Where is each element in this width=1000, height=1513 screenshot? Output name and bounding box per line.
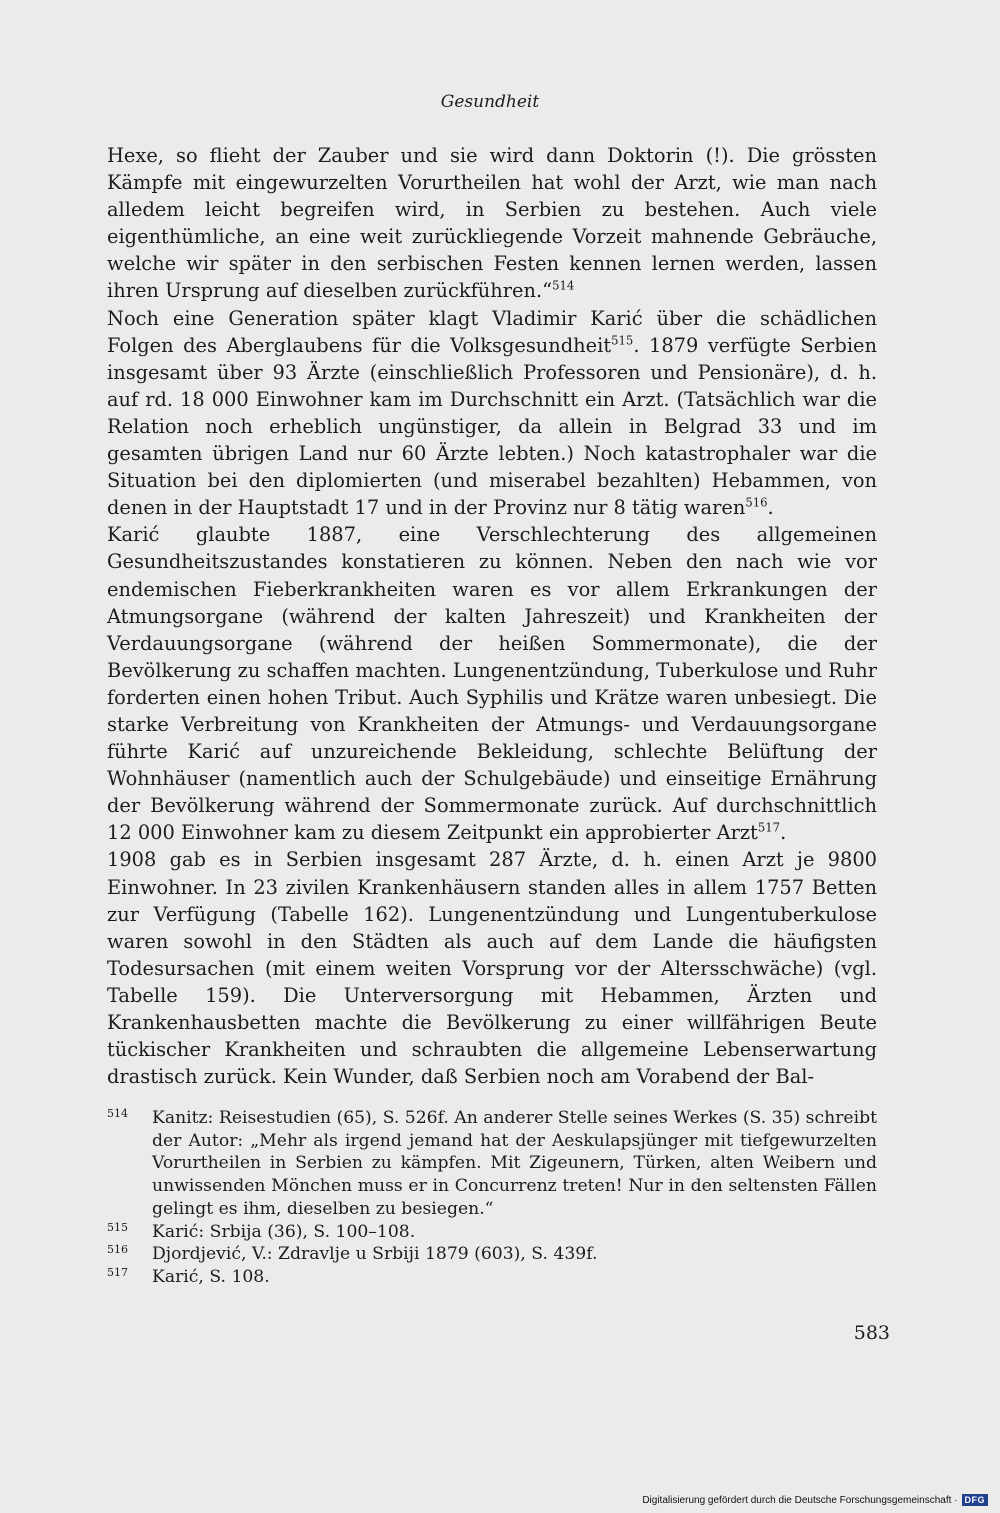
digitization-credit [642,1494,988,1506]
footnote-number: 515 [107,1220,128,1234]
footnotes [107,1107,877,1289]
footnote-reference: 515 [611,333,634,348]
footnote-text: Karić: Srbija (36), S. 100–108. [152,1221,416,1242]
footnote [107,1221,877,1244]
paragraph-text: . [767,496,774,520]
footnote-reference: 514 [552,278,575,293]
footnote [107,1266,877,1289]
footnote [107,1107,877,1221]
footnote-number: 514 [107,1107,128,1120]
footnote-text: Djordjević, V.: Zdravlje u Srbiji 1879 (603), S. 439f. [152,1244,598,1265]
paragraph-text: . [780,821,787,845]
footnote [107,1243,877,1266]
paragraph-text: Hexe, so flieht der Zauber und sie wird dann Doktorin (!). Die grössten Kämpfe mit eingewurzelten Vorurtheilen hat wohl der Arzt, wie man nach alledem leicht begreifen wird, in Serbien zu bestehen. Auch viele eigenthümliche, an eine weit zurückliegende Vorzeit mahnende Gebräuche, welche wir später in den serbischen Festen kennen lernen werden, lassen ihren Ursprung auf dieselben zurückführen.“ [107,144,877,303]
footnote-text: Karić, S. 108. [152,1266,270,1287]
paragraph [107,846,877,1090]
paragraph [107,142,877,305]
footnote-reference: 516 [745,495,768,510]
footnote-text: Kanitz: Reisestudien (65), S. 526f. An anderer Stelle seines Werkes (S. 35) schreibt der Autor: „Mehr als irgend jemand hat der Aeskulapsjünger mit tiefgewurzelten Vorurtheilen in Serbien zu kämpfen. Mit Zigeunern, Türken, alten Weibern und unwissenden Mönchen muss er in Concurrenz treten! Nur in den seltensten Fällen gelingt es ihm, dieselben zu besiegen.“ [152,1108,877,1219]
paragraph-text: Karić glaubte 1887, eine Verschlechterung des allgemeinen Gesundheitszustandes konstatieren zu können. Neben den nach wie vor endemischen Fieberkrankheiten waren es vor allem Erkrankungen der Atmungsorgane (während der kalten Jahreszeit) und Krankheiten der Verdauungsorgane (während der heißen Sommermonate), die der Bevölkerung zu schaffen machten. Lungenentzündung, Tuberkulose und Ruhr forderten einen hohen Tribut. Auch Syphilis und Krätze waren unbesiegt. Die starke Verbreitung von Krankheiten der Atmungs- und Verdauungsorgane führte Karić auf unzureichende Bekleidung, schlechte Belüftung der Wohnhäuser (namentlich auch der Schulgebäude) und einseitige Ernährung der Bevölkerung während der Sommermonate zurück. Auf durchschnittlich 12 000 Einwohner kam zu diesem Zeitpunkt ein approbierter Arzt [107,523,877,845]
footnote-number: 517 [107,1265,128,1279]
dfg-logo: DFG [962,1494,989,1506]
footnote-number: 516 [107,1243,128,1257]
paragraph [107,305,877,522]
paragraph-text: 1908 gab es in Serbien insgesamt 287 Ärzte, d. h. einen Arzt je 9800 Einwohner. In 23 zivilen Krankenhäusern standen alles in allem 1757 Betten zur Verfügung (Tabelle 162). Lungenentzündung und Lungentuberkulose waren sowohl in den Städten als auch auf dem Lande die häufigsten Todesursachen (mit einem weiten Vorsprung vor der Altersschwäche) (vgl. Tabelle 159). Die Unterversorgung mit Hebammen, Ärzten und Krankenhausbetten machte die Bevölkerung zu einer willfährigen Beute tückischer Krankheiten und schraubten die allgemeine Lebenserwartung drastisch zurück. Kein Wunder, daß Serbien noch am Vorabend der Bal- [107,848,877,1089]
credit-text: Digitalisierung gefördert durch die Deutsche Forschungsgemeinschaft · [642,1494,958,1506]
running-head: Gesundheit [440,92,540,112]
paragraph-text: Noch eine Generation später klagt Vladimir Karić über die schädlichen Folgen des Aberglaubens für die Volksgesundheit [107,306,877,357]
paragraph-text: . 1879 verfügte Serbien insgesamt über 93 Ärzte (einschließlich Professoren und Pensionäre), d. h. auf rd. 18 000 Einwohner kam im Durchschnitt ein Arzt. (Tatsächlich war die Relation noch erheblich ungünstiger, da allein in Belgrad 33 und im gesamten übrigen Land nur 60 Ärzte lebten.) Noch katastrophaler war die Situation bei den diplomierten (und miserabel bezahlten) Hebammen, von denen in der Hauptstadt 17 und in der Provinz nur 8 tätig waren [107,333,877,520]
footnote-reference: 517 [757,820,781,835]
body-text [107,142,877,1090]
page-number: 583 [853,1322,890,1344]
paragraph [107,521,877,846]
